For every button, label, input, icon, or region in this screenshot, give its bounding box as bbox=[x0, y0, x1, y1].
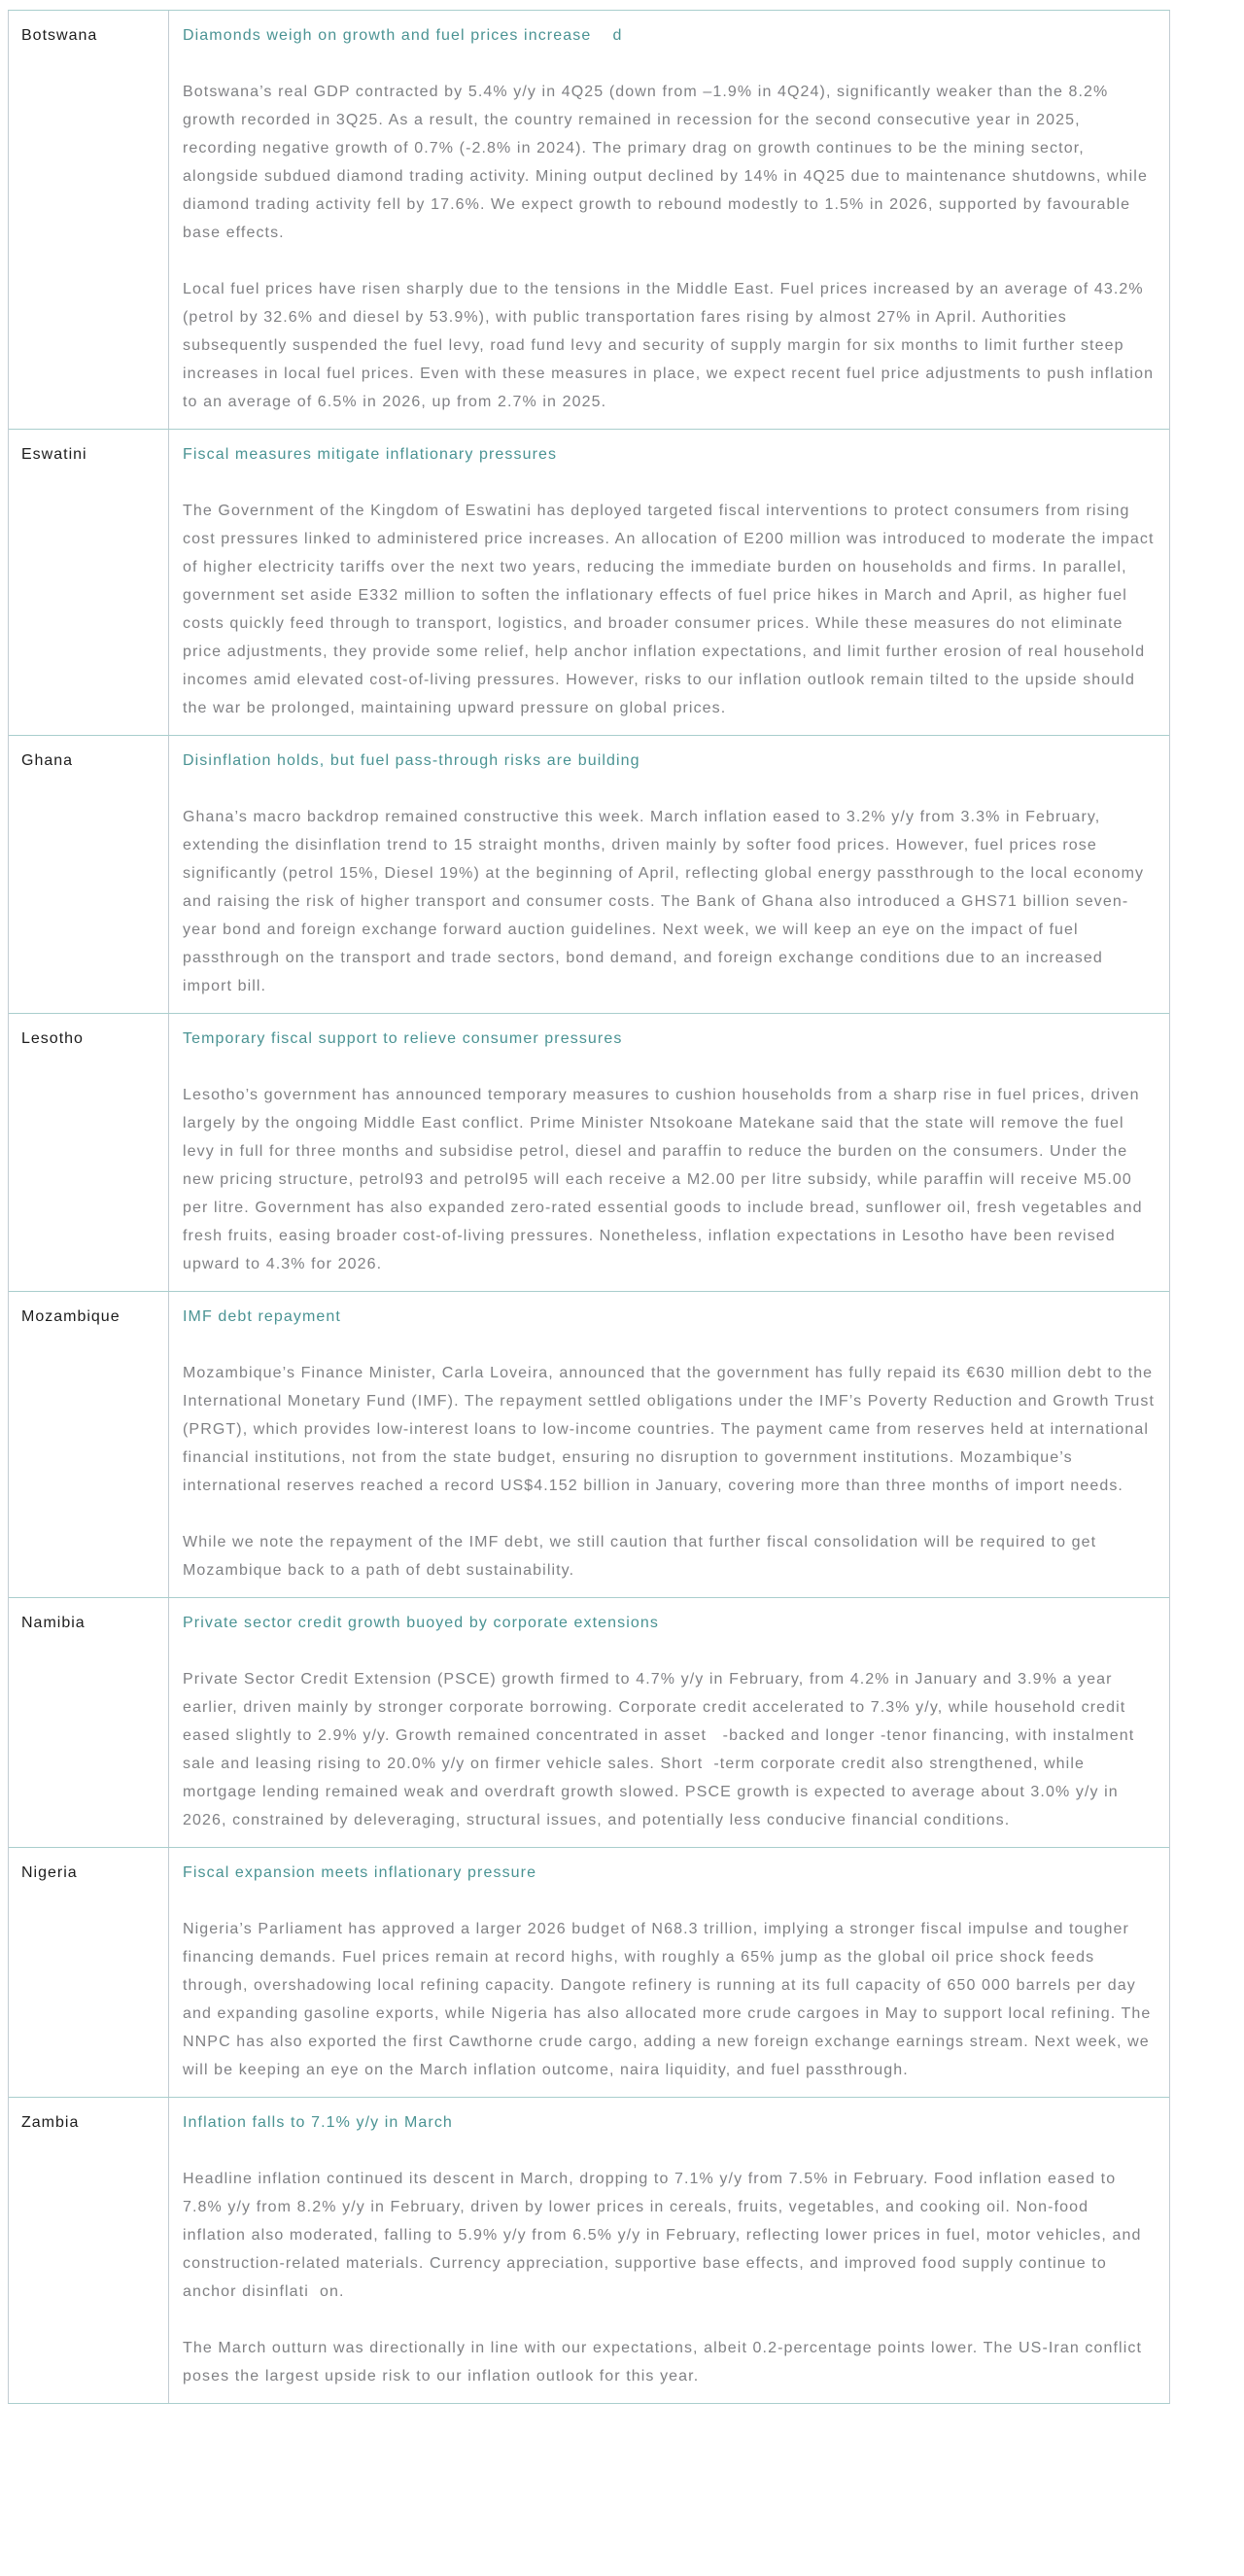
table-row bbox=[9, 735, 1169, 1013]
row-paragraph: The Government of the Kingdom of Eswatini has deployed targeted fiscal interventions to protect consumers from rising cost pressures linked to administered price increases. An allocation of E200 million was introduced to moderate the impact of higher electricity tariffs over the next two years, reducing the immediate burden on households and firms. In parallel, government set aside E332 million to soften the inflationary effects of fuel price hikes in March and April, as higher fuel costs quickly feed through to transport, logistics, and broader consumer prices. While these measures do not eliminate price adjustments, they provide some relief, help anchor inflation expectations, and limit further erosion of real household incomes amid elevated cost-of-living pressures. However, risks to our inflation outlook remain tilted to the upside should the war be prolonged, maintaining upward pressure on global prices. bbox=[183, 503, 1160, 716]
row-paragraph: While we note the repayment of the IMF debt, we still caution that further fiscal consolidation will be required to get Mozambique back to a path of debt sustainability. bbox=[183, 1534, 1102, 1579]
country-table bbox=[8, 10, 1170, 2404]
table-row bbox=[9, 1597, 1169, 1847]
table-row bbox=[9, 1291, 1169, 1597]
country-cell: Eswatini bbox=[21, 446, 87, 463]
content-cell bbox=[168, 1014, 1169, 1291]
table-row bbox=[9, 11, 1169, 429]
row-paragraph: Nigeria’s Parliament has approved a larger 2026 budget of N68.3 trillion, implying a stronger fiscal impulse and tougher financing demands. Fuel prices remain at record highs, with roughly a 65% jump as the global oil price shock feeds through, overshadowing local refining capacity. Dangote refinery is running at its full capacity of 650 000 barrels per day and expanding gasoline exports, while Nigeria has also allocated more crude cargoes in May to support local refining. The NNPC has also exported the first Cawthorne crude cargo, adding a new foreign exchange earnings stream. Next week, we will be keeping an eye on the March inflation outcome, naira liquidity, and fuel passthrough. bbox=[183, 1921, 1157, 2078]
country-cell: Ghana bbox=[21, 752, 74, 769]
row-paragraph: Lesotho’s government has announced temporary measures to cushion households from a sharp rise in fuel prices, driven largely by the ongoing Middle East conflict. Prime Minister Ntsokoane Matekane said that the state will remove the fuel levy in full for three months and subsidise petrol, diesel and paraffin to reduce the burden on the consumers. Under the new pricing structure, petrol93 and petrol95 will each receive a M2.00 per litre subsidy, while paraffin will receive M5.00 per litre. Government has also expanded zero-rated essential goods to include bread, sunflower oil, fresh vegetables and fresh fruits, easing broader cost-of-living pressures. Nonetheless, inflation expectations in Lesotho have been revised upward to 4.3% for 2026. bbox=[183, 1087, 1149, 1272]
row-headline: Disinflation holds, but fuel pass-through risks are building bbox=[183, 752, 640, 769]
row-headline: Private sector credit growth buoyed by corporate extensions bbox=[183, 1615, 660, 1631]
country-cell: Botswana bbox=[21, 27, 98, 44]
content-cell bbox=[168, 736, 1169, 1013]
content-cell bbox=[168, 430, 1169, 735]
row-paragraph: Headline inflation continued its descent in March, dropping to 7.1% y/y from 7.5% in February. Food inflation eased to 7.8% y/y from 8.2% y/y in February, driven by lower prices in cereals, fruits, vegetables, and cooking oil. Non-food inflation also moderated, falling to 5.9% y/y from 6.5% y/y in February, reflecting lower prices in fuel, motor vehicles, and construction-related materials. Currency appreciation, supportive base effects, and improved food supply continue to anchor disinflati on. bbox=[183, 2171, 1148, 2300]
row-headline: Fiscal expansion meets inflationary pressure bbox=[183, 1864, 537, 1881]
country-cell: Lesotho bbox=[21, 1030, 84, 1047]
row-paragraph: The March outturn was directionally in line with our expectations, albeit 0.2-percentage points lower. The US-Iran conflict poses the largest upside risk to our inflation outlook for this year. bbox=[183, 2340, 1148, 2385]
table-row bbox=[9, 2097, 1169, 2403]
row-headline: Inflation falls to 7.1% y/y in March bbox=[183, 2114, 453, 2131]
content-cell bbox=[168, 1848, 1169, 2097]
content-cell bbox=[168, 1292, 1169, 1597]
country-cell: Namibia bbox=[21, 1615, 86, 1631]
page bbox=[0, 10, 1244, 2576]
country-cell: Nigeria bbox=[21, 1864, 78, 1881]
row-headline: IMF debt repayment bbox=[183, 1308, 341, 1325]
row-headline: Temporary fiscal support to relieve consumer pressures bbox=[183, 1030, 623, 1047]
row-paragraph: Botswana’s real GDP contracted by 5.4% y/y in 4Q25 (down from –1.9% in 4Q24), significantly weaker than the 8.2% growth recorded in 3Q25. As a result, the country remained in recession for the second consecutive year in 2025, recording negative growth of 0.7% (-2.8% in 2024). The primary drag on growth continues to be the mining sector, alongside subdued diamond trading activity. Mining output declined by 14% in 4Q25 due to maintenance shutdowns, while diamond trading activity fell by 17.6%. We expect growth to rebound modestly to 1.5% in 2026, supported by favourable base effects. bbox=[183, 84, 1154, 241]
country-cell: Zambia bbox=[21, 2114, 80, 2131]
table-row bbox=[9, 1847, 1169, 2097]
content-cell bbox=[168, 1598, 1169, 1847]
content-cell bbox=[168, 2098, 1169, 2403]
content-cell bbox=[168, 11, 1169, 429]
table-row bbox=[9, 1013, 1169, 1291]
row-headline: Diamonds weigh on growth and fuel prices increase d bbox=[183, 27, 623, 44]
row-paragraph: Local fuel prices have risen sharply due to the tensions in the Middle East. Fuel prices increased by an average of 43.2% (petrol by 32.6% and diesel by 53.9%), with public transportation fares rising by almost 27% in April. Authorities subsequently suspended the fuel levy, road fund levy and security of supply margin for six months to limit further steep increases in local fuel prices. Even with these measures in place, we expect recent fuel price adjustments to push inflation to an average of 6.5% in 2026, up from 2.7% in 2025. bbox=[183, 281, 1159, 410]
country-cell: Mozambique bbox=[21, 1308, 121, 1325]
row-paragraph: Mozambique’s Finance Minister, Carla Loveira, announced that the government has fully repaid its €630 million debt to the International Monetary Fund (IMF). The repayment settled obligations under the IMF’s Poverty Reduction and Growth Trust (PRGT), which provides low-interest loans to low-income countries. The payment came from reserves held at international financial institutions, not from the state budget, ensuring no disruption to government institutions. Mozambique’s international reserves reached a record US$4.152 billion in January, covering more than three months of import needs. bbox=[183, 1365, 1160, 1494]
row-paragraph: Private Sector Credit Extension (PSCE) growth firmed to 4.7% y/y in February, from 4.2% in January and 3.9% a year earlier, driven mainly by stronger corporate borrowing. Corporate credit accelerated to 7.3% y/y, while household credit eased slightly to 2.9% y/y. Growth remained concentrated in asset -backed and longer -tenor financing, with instalment sale and leasing rising to 20.0% y/y on firmer vehicle sales. Short -term corporate credit also strengthened, while mortgage lending remained weak and overdraft growth slowed. PSCE growth is expected to average about 3.0% y/y in 2026, constrained by deleveraging, structural issues, and potentially less conducive financial conditions. bbox=[183, 1671, 1140, 1828]
row-paragraph: Ghana’s macro backdrop remained constructive this week. March inflation eased to 3.2% y/y from 3.3% in February, extending the disinflation trend to 15 straight months, driven mainly by softer food prices. However, fuel prices rose significantly (petrol 15%, Diesel 19%) at the beginning of April, reflecting global energy passthrough to the local economy and raising the risk of higher transport and consumer costs. The Bank of Ghana also introduced a GHS71 billion seven-year bond and foreign exchange forward auction guidelines. Next week, we will keep an eye on the impact of fuel passthrough on the transport and trade sectors, bond demand, and foreign exchange conditions due to an increased import bill. bbox=[183, 809, 1150, 994]
table-row bbox=[9, 429, 1169, 735]
row-headline: Fiscal measures mitigate inflationary pressures bbox=[183, 446, 558, 463]
